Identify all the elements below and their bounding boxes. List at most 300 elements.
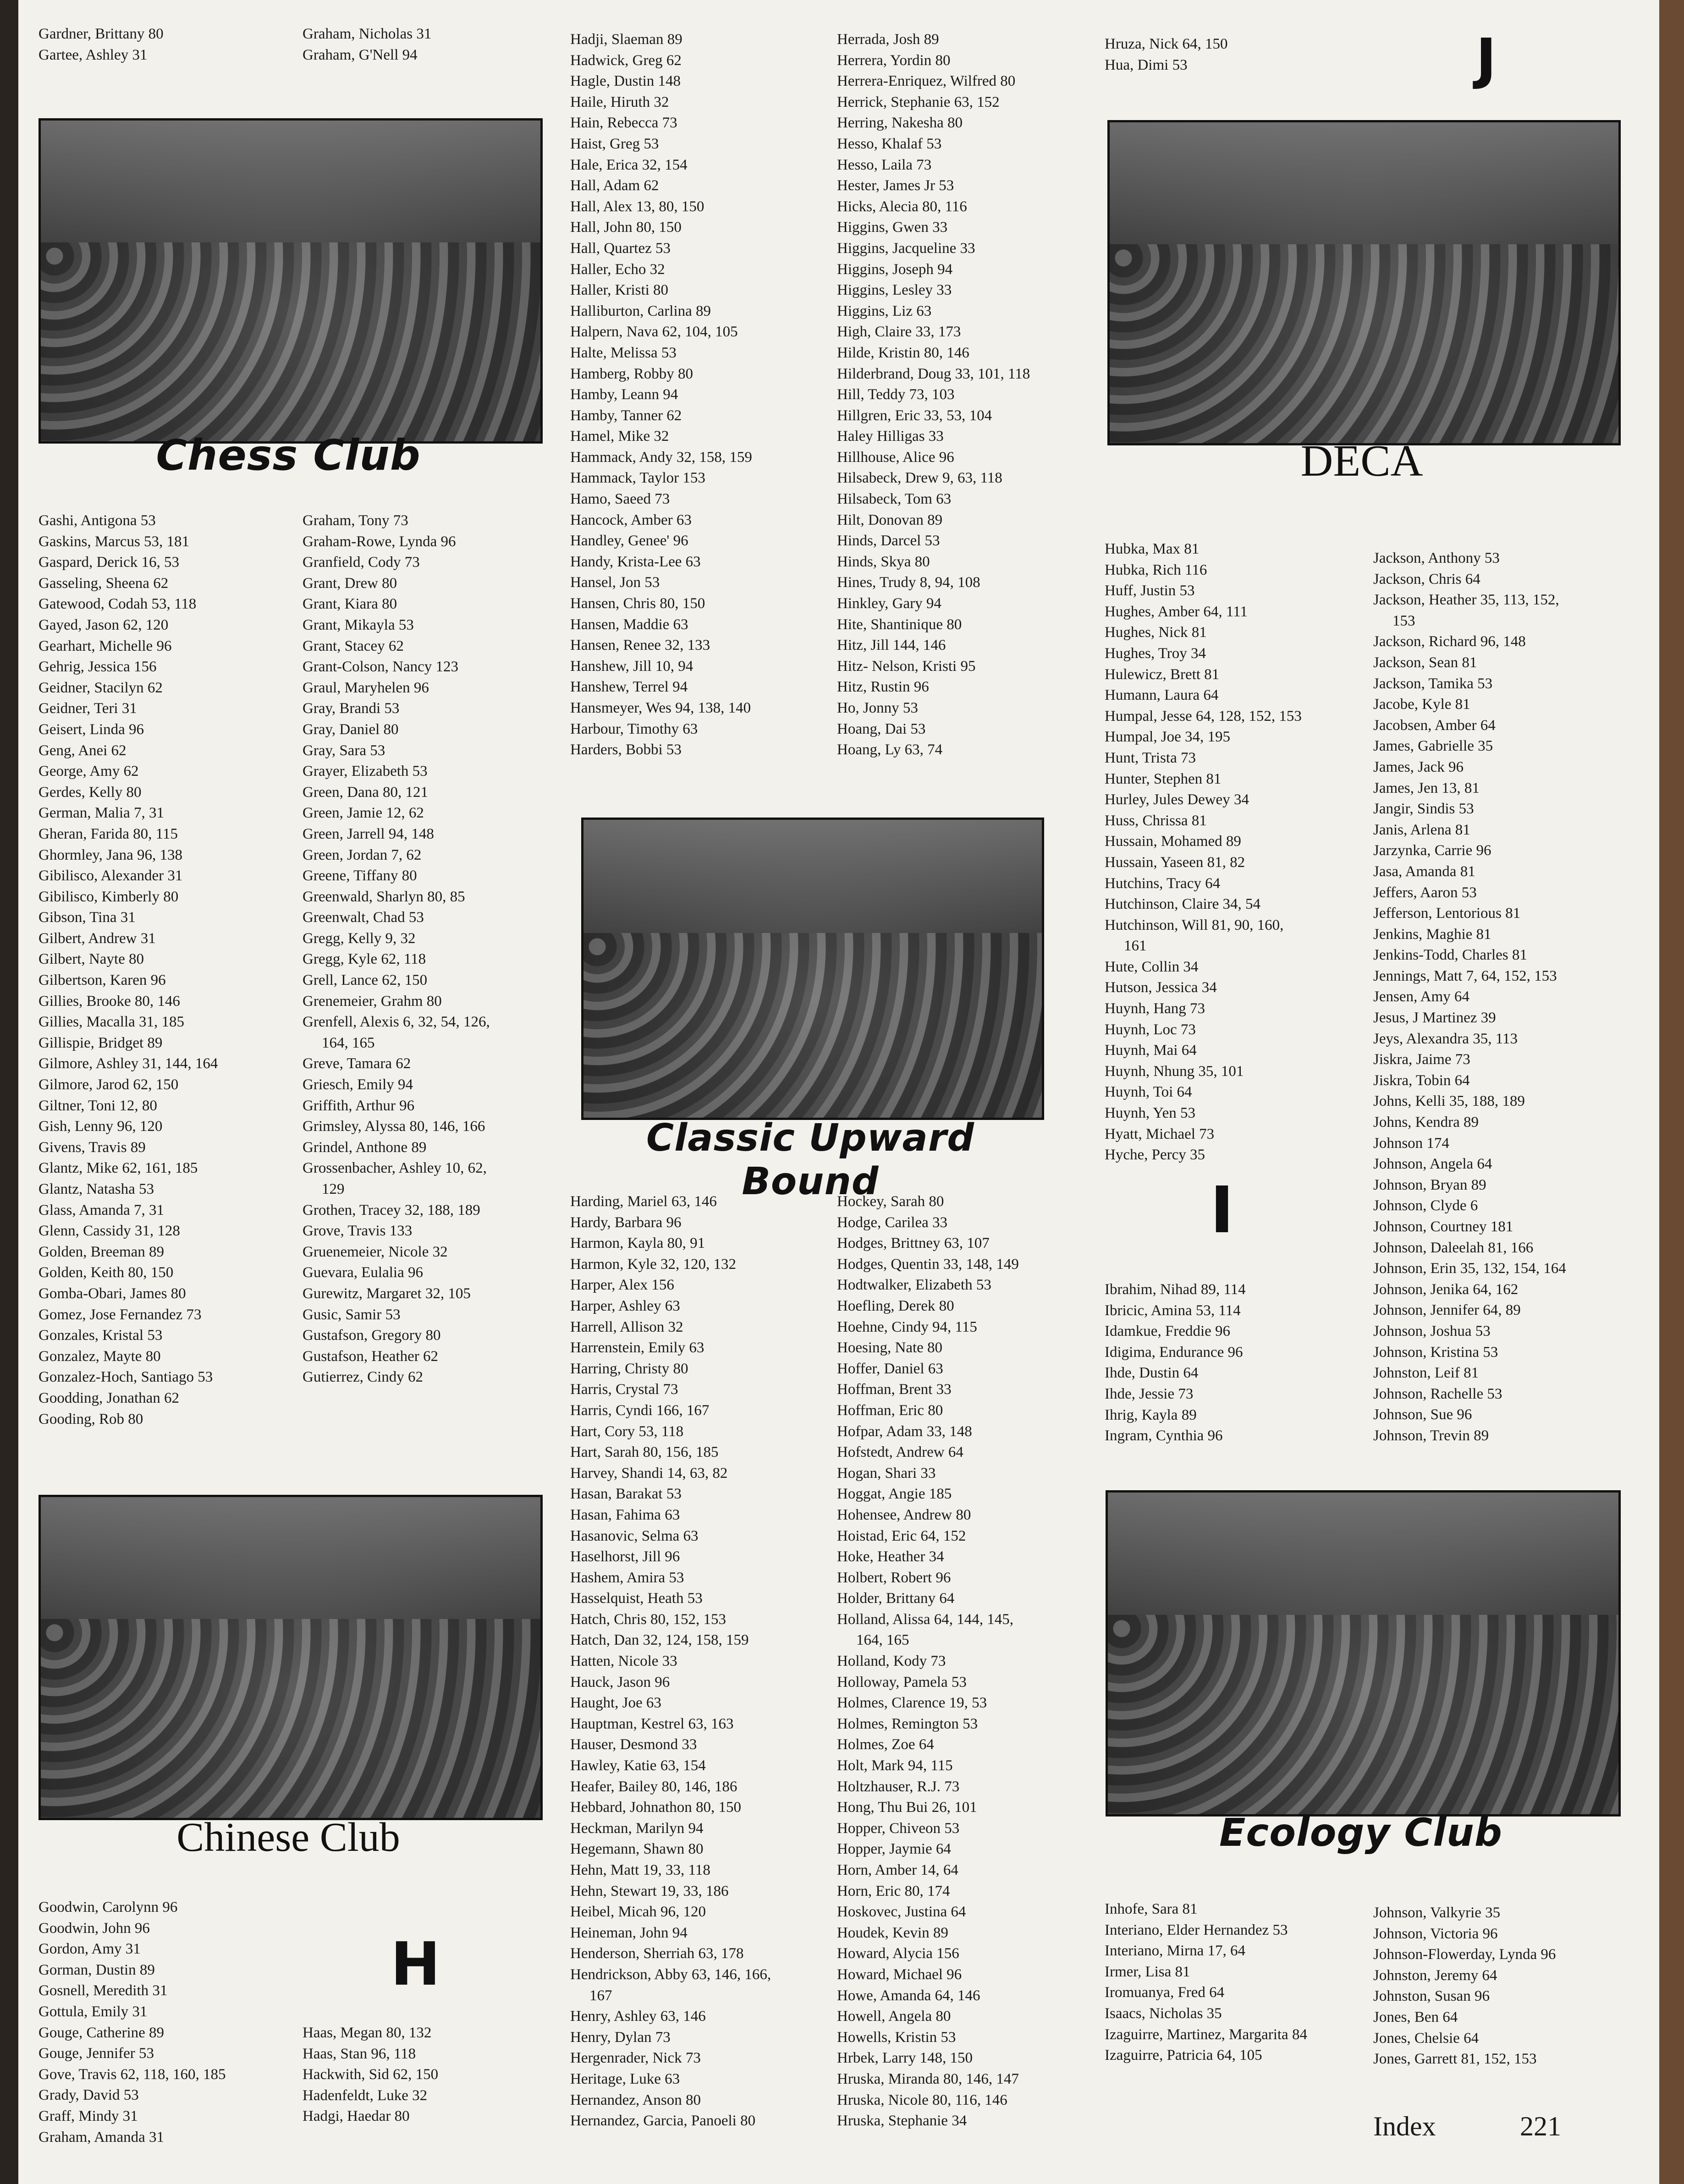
index-entry: Higgins, Lesley 33	[837, 282, 952, 299]
index-entry: Hulewicz, Brett 81	[1105, 666, 1220, 683]
index-entry: Hubka, Max 81	[1105, 541, 1200, 557]
index-entry: Gonzales, Kristal 53	[39, 1327, 163, 1344]
index-entry: Gove, Travis 62, 118, 160, 185	[39, 2066, 226, 2083]
index-entry: Hansen, Chris 80, 150	[570, 595, 705, 612]
index-entry: Hamo, Saeed 73	[570, 491, 670, 508]
index-entry: Hruza, Nick 64, 150	[1105, 36, 1228, 52]
classic-upward-bound-caption: Classic Upward Bound	[646, 1116, 974, 1203]
index-entry: Johnson, Bryan 89	[1373, 1176, 1486, 1193]
index-entry: Johns, Kendra 89	[1373, 1114, 1479, 1131]
index-entry: Jones, Chelsie 64	[1373, 2030, 1479, 2047]
page-number: 221	[1520, 2111, 1561, 2141]
index-entry: Hauck, Jason 96	[570, 1674, 670, 1690]
index-entry: Holmes, Clarence 19, 53	[837, 1695, 987, 1712]
index-entry: Holbert, Robert 96	[837, 1569, 951, 1586]
chinese-club-photo	[39, 1495, 543, 1820]
index-entry: Graham, Tony 73	[303, 512, 408, 529]
index-entry: Interiano, Elder Hernandez 53	[1105, 1921, 1288, 1938]
index-entry: Hernandez, Garcia, Panoeli 80	[570, 2113, 756, 2129]
index-entry: Hamby, Leann 94	[570, 386, 678, 403]
index-entry: High, Claire 33, 173	[837, 324, 961, 340]
index-entry: 164, 165	[322, 1034, 375, 1051]
index-entry: Haught, Joe 63	[570, 1695, 661, 1712]
index-entry: Ibrahim, Nihad 89, 114	[1105, 1281, 1246, 1298]
index-entry: Gomez, Jose Fernandez 73	[39, 1306, 202, 1323]
index-entry: Heineman, John 94	[570, 1924, 688, 1941]
index-entry: Grimsley, Alyssa 80, 146, 166	[303, 1118, 485, 1135]
index-entry: Huynh, Hang 73	[1105, 1000, 1205, 1017]
index-entry: Hauser, Desmond 33	[570, 1736, 697, 1753]
index-entry: Hehn, Stewart 19, 33, 186	[570, 1882, 729, 1899]
index-entry: Grayer, Elizabeth 53	[303, 763, 428, 780]
index-entry: Hruska, Nicole 80, 116, 146	[837, 2091, 1007, 2108]
index-entry: Herrick, Stephanie 63, 152	[837, 93, 1000, 110]
index-entry: Green, Jordan 7, 62	[303, 846, 422, 863]
index-entry: Hasan, Barakat 53	[570, 1486, 682, 1503]
index-entry: Jones, Garrett 81, 152, 153	[1373, 2051, 1537, 2068]
index-entry: Gonzalez, Mayte 80	[39, 1348, 161, 1365]
index-entry: Jackson, Anthony 53	[1373, 550, 1500, 566]
index-entry: Huss, Chrissa 81	[1105, 812, 1207, 829]
index-entry: Hughes, Nick 81	[1105, 624, 1207, 641]
index-column	[1105, 1899, 1307, 2066]
index-entry: Hain, Rebecca 73	[570, 115, 677, 132]
index-entry: Hofpar, Adam 33, 148	[837, 1423, 972, 1440]
index-entry: Gilmore, Jarod 62, 150	[39, 1076, 179, 1093]
index-entry: Hong, Thu Bui 26, 101	[837, 1799, 977, 1816]
index-entry: Hinds, Skya 80	[837, 553, 930, 570]
index-entry: Jones, Ben 64	[1373, 2008, 1458, 2025]
index-entry: Gouge, Catherine 89	[39, 2024, 165, 2041]
index-entry: Iromuanya, Fred 64	[1105, 1984, 1225, 2001]
index-entry: Grady, David 53	[39, 2087, 139, 2104]
index-entry: Grenemeier, Grahm 80	[303, 993, 442, 1010]
index-entry: Graham, Amanda 31	[39, 2129, 165, 2146]
index-column	[303, 2023, 438, 2127]
index-entry: Hitz- Nelson, Kristi 95	[837, 658, 976, 675]
index-entry: Heritage, Luke 63	[570, 2070, 680, 2087]
index-entry: Harrenstein, Emily 63	[570, 1339, 704, 1356]
index-entry: 164, 165	[856, 1632, 909, 1649]
index-entry: Hesso, Laila 73	[837, 156, 932, 173]
index-entry: Hammack, Taylor 153	[570, 470, 705, 487]
index-entry: Grell, Lance 62, 150	[303, 972, 428, 989]
index-entry: Hoistad, Eric 64, 152	[837, 1527, 966, 1544]
index-entry: Grenfell, Alexis 6, 32, 54, 126,	[303, 1014, 490, 1031]
index-entry: Johnson, Erin 35, 132, 154, 164	[1373, 1260, 1566, 1277]
index-entry: Hauptman, Kestrel 63, 163	[570, 1715, 734, 1732]
index-label: Index	[1373, 2111, 1436, 2141]
index-entry: Hill, Teddy 73, 103	[837, 386, 955, 403]
index-entry: Hohensee, Andrew 80	[837, 1506, 971, 1523]
index-entry: Hodges, Quentin 33, 148, 149	[837, 1256, 1019, 1273]
index-entry: German, Malia 7, 31	[39, 805, 165, 822]
index-entry: Green, Jarrell 94, 148	[303, 825, 434, 842]
index-entry: Hilde, Kristin 80, 146	[837, 344, 969, 361]
index-entry: Guevara, Eulalia 96	[303, 1264, 423, 1281]
index-entry: Geidner, Stacilyn 62	[39, 679, 163, 696]
index-entry: Harper, Ashley 63	[570, 1297, 680, 1314]
index-entry: Greenwald, Sharlyn 80, 85	[303, 888, 465, 905]
index-entry: Howard, Michael 96	[837, 1966, 962, 1983]
index-entry: Gilbertson, Karen 96	[39, 972, 166, 989]
chess-club-caption: Chess Club	[156, 431, 421, 480]
index-entry: Graff, Mindy 31	[39, 2107, 138, 2124]
index-entry: Granfield, Cody 73	[303, 554, 420, 571]
index-entry: Johnson, Courtney 181	[1373, 1218, 1513, 1235]
index-entry: Howe, Amanda 64, 146	[837, 1987, 980, 2004]
index-entry: Hughes, Troy 34	[1105, 645, 1206, 662]
index-entry: Hillhouse, Alice 96	[837, 449, 954, 466]
index-entry: Humpal, Jesse 64, 128, 152, 153	[1105, 708, 1302, 724]
index-entry: Hite, Shantinique 80	[837, 616, 962, 633]
index-entry: Hackwith, Sid 62, 150	[303, 2066, 439, 2083]
index-entry: Grant, Mikayla 53	[303, 616, 414, 633]
index-entry: Harmon, Kyle 32, 120, 132	[570, 1256, 737, 1273]
index-column	[1373, 1903, 1556, 2070]
index-entry: Greve, Tamara 62	[303, 1055, 411, 1072]
index-entry: Houdek, Kevin 89	[837, 1924, 948, 1941]
index-column	[570, 1191, 771, 2132]
index-entry: Higgins, Gwen 33	[837, 219, 948, 236]
index-entry: Hoke, Heather 34	[837, 1548, 944, 1565]
index-entry: Hunter, Stephen 81	[1105, 770, 1222, 787]
index-entry: Gorman, Dustin 89	[39, 1961, 155, 1978]
index-entry: Ihde, Dustin 64	[1105, 1365, 1199, 1382]
index-entry: Johnson, Trevin 89	[1373, 1427, 1489, 1444]
index-entry: Holtzhauser, R.J. 73	[837, 1778, 960, 1795]
index-entry: Hunt, Trista 73	[1105, 749, 1196, 766]
index-entry: Harders, Bobbi 53	[570, 741, 682, 758]
index-entry: Hruska, Stephanie 34	[837, 2113, 967, 2129]
index-entry: Hinds, Darcel 53	[837, 532, 940, 549]
index-entry: Jackson, Richard 96, 148	[1373, 633, 1526, 650]
index-entry: Gruenemeier, Nicole 32	[303, 1243, 448, 1260]
index-entry: Hillgren, Eric 33, 53, 104	[837, 407, 992, 424]
chinese-club-caption: Chinese Club	[176, 1815, 400, 1860]
index-column	[1373, 548, 1566, 1447]
deca-photo	[1107, 120, 1621, 445]
index-entry: Hutchinson, Claire 34, 54	[1105, 896, 1261, 913]
index-entry: Gaskins, Marcus 53, 181	[39, 533, 190, 550]
index-entry: Hegemann, Shawn 80	[570, 1841, 704, 1858]
index-entry: Janis, Arlena 81	[1373, 821, 1470, 838]
index-entry: Jackson, Chris 64	[1373, 571, 1480, 587]
index-column	[1105, 34, 1228, 76]
index-entry: Hurley, Jules Dewey 34	[1105, 791, 1249, 808]
index-entry: Hinkley, Gary 94	[837, 595, 941, 612]
index-entry: Handley, Genee' 96	[570, 532, 688, 549]
index-entry: Johnson 174	[1373, 1135, 1449, 1152]
index-entry: Jenkins, Maghie 81	[1373, 926, 1491, 943]
index-entry: Jeffers, Aaron 53	[1373, 884, 1477, 901]
index-entry: Huynh, Yen 53	[1105, 1105, 1196, 1122]
index-entry: Hoffman, Brent 33	[837, 1381, 952, 1398]
index-entry: James, Jack 96	[1373, 758, 1464, 775]
chess-club-photo	[39, 118, 543, 444]
index-column	[570, 29, 752, 761]
index-entry: Gosnell, Meredith 31	[39, 1982, 168, 1999]
index-entry: Hamberg, Robby 80	[570, 365, 693, 382]
index-entry: Gashi, Antigona 53	[39, 512, 156, 529]
index-entry: Harbour, Timothy 63	[570, 720, 698, 737]
index-entry: Holt, Mark 94, 115	[837, 1757, 953, 1774]
index-column	[303, 510, 490, 1388]
index-column	[39, 510, 218, 1430]
index-entry: Hoffer, Daniel 63	[837, 1360, 943, 1377]
index-entry: Gilbert, Andrew 31	[39, 930, 156, 947]
index-entry: Gonzalez-Hoch, Santiago 53	[39, 1369, 213, 1386]
index-entry: Hadgi, Haedar 80	[303, 2108, 410, 2125]
index-entry: Gooding, Rob 80	[39, 1410, 143, 1427]
index-entry: Johnston, Leif 81	[1373, 1365, 1479, 1382]
index-entry: Hoang, Ly 63, 74	[837, 741, 943, 758]
index-entry: Ihrig, Kayla 89	[1105, 1406, 1197, 1423]
index-entry: Hughes, Amber 64, 111	[1105, 603, 1248, 620]
index-entry: Grant-Colson, Nancy 123	[303, 658, 459, 675]
index-entry: Grindel, Anthone 89	[303, 1139, 427, 1156]
index-entry: Greene, Tiffany 80	[303, 867, 417, 884]
index-entry: Hanshew, Terrel 94	[570, 679, 688, 696]
index-entry: Gish, Lenny 96, 120	[39, 1118, 163, 1135]
index-entry: Glantz, Mike 62, 161, 185	[39, 1160, 198, 1177]
index-entry: Hoefling, Derek 80	[837, 1297, 954, 1314]
index-entry: Hatch, Chris 80, 152, 153	[570, 1611, 726, 1628]
index-entry: James, Gabrielle 35	[1373, 738, 1493, 755]
index-entry: Gusic, Samir 53	[303, 1306, 401, 1323]
index-entry: Hoehne, Cindy 94, 115	[837, 1318, 977, 1335]
index-entry: Haile, Hiruth 32	[570, 93, 669, 110]
index-entry: Graham-Rowe, Lynda 96	[303, 533, 456, 550]
index-entry: Holmes, Remington 53	[837, 1715, 978, 1732]
index-entry: Harring, Christy 80	[570, 1360, 688, 1377]
index-entry: Hansmeyer, Wes 94, 138, 140	[570, 700, 751, 716]
index-entry: Johnson, Valkyrie 35	[1373, 1904, 1501, 1921]
index-entry: Grove, Travis 133	[303, 1223, 413, 1240]
index-entry: Hoskovec, Justina 64	[837, 1904, 966, 1921]
index-entry: Golden, Keith 80, 150	[39, 1264, 174, 1281]
ecology-club-photo	[1106, 1490, 1621, 1816]
index-entry: Izaguirre, Patricia 64, 105	[1105, 2047, 1262, 2064]
index-entry: Gouge, Jennifer 53	[39, 2045, 154, 2062]
index-entry: Johnson, Jennifer 64, 89	[1373, 1302, 1521, 1319]
index-entry: Hernandez, Anson 80	[570, 2091, 701, 2108]
section-letter-j: J	[1476, 27, 1497, 91]
index-entry: Goodwin, Carolynn 96	[39, 1899, 178, 1915]
index-entry: Grant, Stacey 62	[303, 637, 404, 654]
index-entry: George, Amy 62	[39, 763, 139, 780]
index-entry: Holder, Brittany 64	[837, 1590, 955, 1607]
index-entry: Hehn, Matt 19, 33, 118	[570, 1862, 710, 1878]
index-entry: Jensen, Amy 64	[1373, 988, 1469, 1005]
deca-caption: DECA	[1300, 436, 1423, 486]
index-entry: Hall, Alex 13, 80, 150	[570, 198, 704, 215]
index-entry: Jennings, Matt 7, 64, 152, 153	[1373, 967, 1557, 984]
index-entry: Harris, Crystal 73	[570, 1381, 678, 1398]
index-entry: Ibricic, Amina 53, 114	[1105, 1302, 1241, 1319]
index-entry: Hitz, Jill 144, 146	[837, 637, 946, 654]
index-entry: 161	[1124, 938, 1147, 955]
index-entry: Jasa, Amanda 81	[1373, 863, 1475, 880]
index-entry: Haley Hilligas 33	[837, 428, 944, 445]
index-entry: Gasseling, Sheena 62	[39, 575, 169, 592]
index-entry: Handy, Krista-Lee 63	[570, 553, 701, 570]
index-entry: Idamkue, Freddie 96	[1105, 1323, 1231, 1340]
index-entry: Herrera-Enriquez, Wilfred 80	[837, 73, 1016, 90]
index-entry: Graul, Maryhelen 96	[303, 679, 429, 696]
index-entry: Harris, Cyndi 166, 167	[570, 1402, 710, 1419]
index-entry: Herring, Nakesha 80	[837, 115, 963, 132]
index-entry: Isaacs, Nicholas 35	[1105, 2005, 1222, 2022]
index-entry: Johnson, Kristina 53	[1373, 1344, 1498, 1361]
index-entry: Hagle, Dustin 148	[570, 73, 681, 90]
index-entry: Hall, John 80, 150	[570, 219, 682, 236]
index-entry: Hansen, Maddie 63	[570, 616, 688, 633]
index-entry: Hua, Dimi 53	[1105, 56, 1188, 73]
index-entry: Hoffman, Eric 80	[837, 1402, 943, 1419]
index-entry: Hutson, Jessica 34	[1105, 979, 1217, 996]
index-entry: Irmer, Lisa 81	[1105, 1963, 1190, 1980]
index-entry: Gustafson, Heather 62	[303, 1348, 439, 1365]
index-entry: Hansen, Renee 32, 133	[570, 637, 710, 654]
index-entry: Ghormley, Jana 96, 138	[39, 846, 183, 863]
index-entry: Hoggat, Angie 185	[837, 1486, 952, 1503]
index-entry: Heafer, Bailey 80, 146, 186	[570, 1778, 737, 1795]
index-entry: Golden, Breeman 89	[39, 1243, 165, 1260]
index-entry: Howells, Kristin 53	[837, 2029, 956, 2046]
index-entry: Hasselquist, Heath 53	[570, 1590, 703, 1607]
index-entry: Hicks, Alecia 80, 116	[837, 198, 967, 215]
index-entry: Higgins, Liz 63	[837, 302, 932, 319]
index-entry: Hanshew, Jill 10, 94	[570, 658, 693, 675]
index-entry: Huynh, Loc 73	[1105, 1021, 1196, 1038]
index-entry: Holland, Alissa 64, 144, 145,	[837, 1611, 1013, 1628]
index-entry: Henderson, Sherriah 63, 178	[570, 1945, 744, 1962]
index-entry: Gustafson, Gregory 80	[303, 1327, 441, 1344]
index-entry: Jeys, Alexandra 35, 113	[1373, 1030, 1518, 1047]
index-entry: Hart, Cory 53, 118	[570, 1423, 684, 1440]
index-entry: Hamby, Tanner 62	[570, 407, 682, 424]
index-entry: Johnson, Angela 64	[1373, 1156, 1492, 1173]
index-entry: Johnson, Rachelle 53	[1373, 1385, 1502, 1402]
index-entry: Jacobe, Kyle 81	[1373, 696, 1470, 713]
index-entry: Higgins, Jacqueline 33	[837, 240, 975, 257]
index-entry: Geidner, Teri 31	[39, 700, 137, 717]
index-entry: Gomba-Obari, James 80	[39, 1285, 186, 1302]
index-entry: Hamel, Mike 32	[570, 428, 669, 445]
index-entry: Hasan, Fahima 63	[570, 1506, 680, 1523]
index-entry: Huff, Justin 53	[1105, 582, 1195, 599]
index-entry: Hutchins, Tracy 64	[1105, 875, 1221, 892]
index-entry: Hussain, Yaseen 81, 82	[1105, 854, 1245, 871]
index-entry: Hall, Adam 62	[570, 177, 659, 194]
index-entry: Jefferson, Lentorious 81	[1373, 905, 1521, 922]
index-entry: Gottula, Emily 31	[39, 2003, 148, 2020]
index-entry: Hoang, Dai 53	[837, 720, 926, 737]
index-entry: Gibilisco, Alexander 31	[39, 867, 183, 884]
index-entry: Green, Dana 80, 121	[303, 784, 428, 801]
index-entry: Herrera, Yordin 80	[837, 52, 951, 69]
index-entry: Hilsabeck, Tom 63	[837, 491, 952, 508]
index-entry: Howell, Angela 80	[837, 2008, 951, 2025]
ecology-club-caption: Ecology Club	[1219, 1810, 1502, 1855]
index-entry: Gayed, Jason 62, 120	[39, 616, 169, 633]
index-entry: Gordon, Amy 31	[39, 1941, 141, 1958]
index-entry: Hutchinson, Will 81, 90, 160,	[1105, 916, 1284, 933]
index-entry: Hruska, Miranda 80, 146, 147	[837, 2070, 1019, 2087]
index-entry: Gray, Sara 53	[303, 742, 385, 759]
index-entry: Glass, Amanda 7, 31	[39, 1202, 165, 1218]
index-entry: Jarzynka, Carrie 96	[1373, 842, 1491, 859]
index-entry: Johnson, Sue 96	[1373, 1406, 1472, 1423]
index-entry: Johnson-Flowerday, Lynda 96	[1373, 1946, 1556, 1963]
index-entry: Glantz, Natasha 53	[39, 1181, 154, 1197]
index-entry: Jackson, Tamika 53	[1373, 675, 1493, 692]
index-entry: Giltner, Toni 12, 80	[39, 1097, 157, 1114]
index-entry: Johnson, Clyde 6	[1373, 1197, 1478, 1214]
index-entry: Hesso, Khalaf 53	[837, 135, 942, 152]
index-entry: Greenwalt, Chad 53	[303, 909, 424, 926]
index-entry: Gehrig, Jessica 156	[39, 658, 157, 675]
index-entry: Haller, Kristi 80	[570, 282, 669, 299]
index-entry: Gray, Brandi 53	[303, 700, 400, 717]
index-entry: Hardy, Barbara 96	[570, 1214, 682, 1231]
index-entry: Hyche, Percy 35	[1105, 1147, 1205, 1163]
index-entry: Gheran, Farida 80, 115	[39, 825, 178, 842]
index-entry: Holland, Kody 73	[837, 1653, 946, 1670]
index-entry: Goodding, Jonathan 62	[39, 1389, 180, 1406]
index-entry: Hatten, Nicole 33	[570, 1653, 677, 1670]
section-letter-h: H	[391, 1929, 440, 1999]
section-letter-i: I	[1210, 1173, 1234, 1248]
index-entry: Idigima, Endurance 96	[1105, 1344, 1243, 1361]
index-entry: 167	[589, 1987, 612, 2004]
index-entry: Howard, Alycia 156	[837, 1945, 959, 1962]
index-entry: Johnson, Victoria 96	[1373, 1925, 1498, 1942]
index-entry: Haas, Stan 96, 118	[303, 2045, 416, 2062]
index-entry: Geisert, Linda 96	[39, 721, 144, 738]
index-entry: Goodwin, John 96	[39, 1920, 150, 1937]
index-entry: Haselhorst, Jill 96	[570, 1548, 680, 1565]
index-entry: Jackson, Sean 81	[1373, 654, 1477, 671]
index-entry: Huynh, Toi 64	[1105, 1084, 1192, 1101]
index-entry: Izaguirre, Martinez, Margarita 84	[1105, 2026, 1307, 2043]
classic-upward-bound-photo	[581, 818, 1044, 1120]
index-entry: Jangir, Sindis 53	[1373, 801, 1474, 818]
index-entry: Gillies, Macalla 31, 185	[39, 1014, 185, 1031]
index-entry: Hadji, Slaeman 89	[570, 31, 682, 48]
index-entry: Gardner, Brittany 80	[39, 26, 164, 42]
index-entry: Hogan, Shari 33	[837, 1465, 936, 1482]
index-entry: Hrbek, Larry 148, 150	[837, 2050, 973, 2067]
index-entry: Hute, Collin 34	[1105, 958, 1199, 975]
index-entry: Hodges, Brittney 63, 107	[837, 1235, 990, 1252]
index-entry: Higgins, Joseph 94	[837, 261, 953, 278]
index-entry: Henry, Ashley 63, 146	[570, 2008, 706, 2025]
index-entry: Hilt, Donovan 89	[837, 511, 943, 528]
index-entry: Henry, Dylan 73	[570, 2029, 671, 2046]
index-entry: Gillispie, Bridget 89	[39, 1034, 163, 1051]
index-entry: Ihde, Jessie 73	[1105, 1385, 1194, 1402]
index-entry: Gibson, Tina 31	[39, 909, 136, 926]
index-entry: Interiano, Mirna 17, 64	[1105, 1943, 1246, 1959]
index-entry: Heibel, Micah 96, 120	[570, 1904, 706, 1921]
index-entry: Gearhart, Michelle 96	[39, 637, 172, 654]
index-entry: Gilbert, Nayte 80	[39, 951, 144, 968]
index-entry: Harmon, Kayla 80, 91	[570, 1235, 705, 1252]
index-entry: Grant, Drew 80	[303, 575, 397, 592]
index-entry: Hadenfeldt, Luke 32	[303, 2087, 428, 2104]
